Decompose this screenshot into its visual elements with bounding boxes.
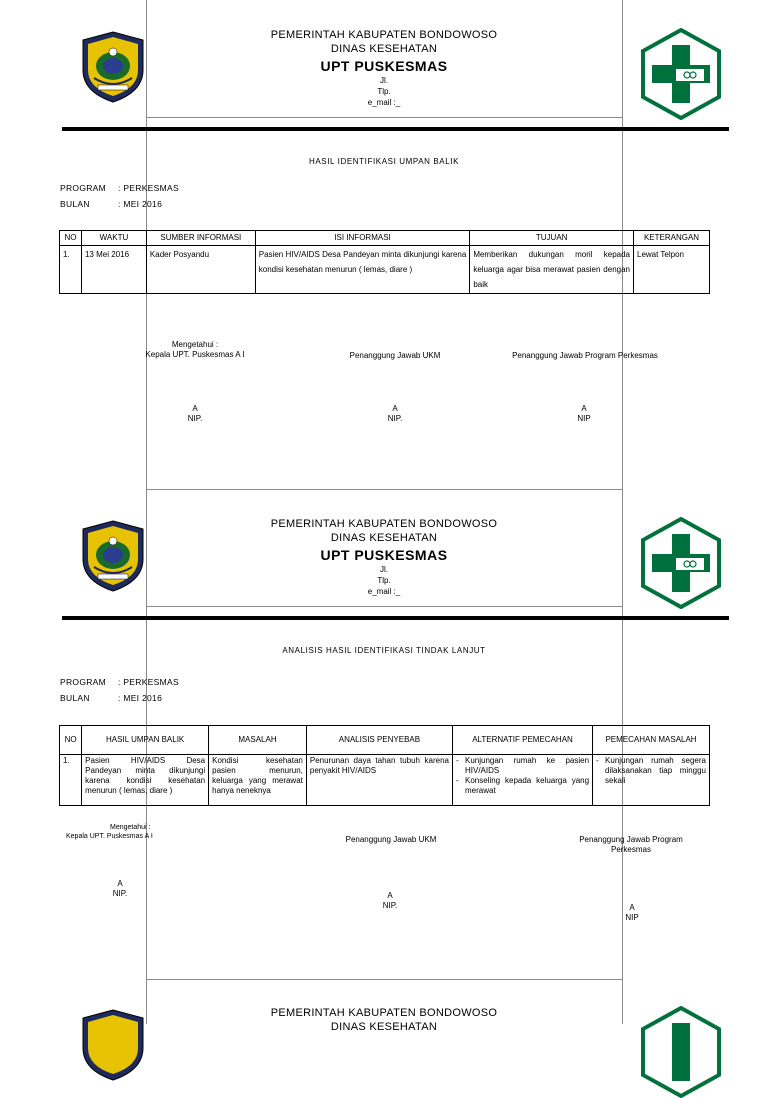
signature-kepala (60, 823, 180, 841)
nip-label: NIP. (382, 901, 398, 910)
kepala-label: Kepala UPT. Puskesmas A I (66, 833, 153, 840)
bulan-value: : MEI 2016 (118, 199, 163, 209)
frame-left-line (146, 0, 147, 1024)
col-waktu: WAKTU (81, 231, 146, 246)
mengetahui-label: Mengetahui : (110, 824, 151, 831)
name-placeholder: A (192, 404, 198, 413)
col-no: NO (60, 726, 82, 755)
nip-label: NIP. (387, 414, 403, 423)
nip-label: NIP (577, 414, 591, 423)
col-keterangan: KETERANGAN (634, 231, 710, 246)
puskesmas-logo-icon (640, 28, 722, 120)
letterhead-line2: DINAS KESEHATAN (330, 42, 438, 55)
section2-title: ANALISIS HASIL IDENTIFIKASI TINDAK LANJUT (282, 646, 486, 655)
signature-kepala (130, 340, 260, 360)
frame-right-line (622, 0, 623, 1024)
bondowoso-emblem-icon (80, 1008, 146, 1082)
col-masalah: MASALAH (209, 726, 307, 755)
cell-isi: Pasien HIV/AIDS Desa Pandeyan minta dikunjungi karena kondisi kesehatan menurun ( lemas, diare ) (255, 246, 470, 294)
cell-hasil: Pasien HIV/AIDS Desa Pandeyan minta dikunjungi karena kondisi kesehatan menurun ( lemas, diare ) (82, 755, 209, 806)
signature-ukm-name (375, 404, 415, 424)
letterhead-title: UPT PUSKESMAS (320, 57, 448, 74)
letterhead (146, 518, 622, 598)
frame-divider (146, 606, 623, 607)
letterhead (146, 29, 622, 109)
table-header-row (60, 726, 710, 755)
program-label: PROGRAM (60, 677, 107, 687)
cell-analisis: Penurunan daya tahan tubuh karena penyakit HIV/AIDS (306, 755, 452, 806)
cell-no: 1. (60, 246, 82, 294)
signature-kepala-name (100, 879, 140, 899)
analysis-table (59, 725, 710, 806)
col-pemecahan: PEMECAHAN MASALAH (593, 726, 710, 755)
kepala-label: Kepala UPT. Puskesmas A I (145, 350, 245, 359)
name-placeholder: A (629, 903, 635, 912)
signature-program-label (556, 835, 706, 855)
name-placeholder: A (392, 404, 398, 413)
signature-program-name (612, 903, 652, 923)
bondowoso-emblem-icon (80, 30, 146, 104)
mengetahui-label: Mengetahui : (171, 340, 219, 349)
cell-masalah: Kondisi kesehatan pasien menurun, keluarga yang merawat hanya neneknya (209, 755, 307, 806)
col-tujuan: TUJUAN (470, 231, 634, 246)
program-value: : PERKESMAS (118, 677, 179, 687)
col-no: NO (60, 231, 82, 246)
letterhead-title: UPT PUSKESMAS (320, 546, 448, 563)
letterhead-rule (62, 127, 729, 131)
cell-pemecahan (593, 755, 710, 806)
name-placeholder: A (117, 879, 123, 888)
name-placeholder: A (581, 404, 587, 413)
frame-divider (146, 117, 623, 118)
bulan-label: BULAN (60, 199, 90, 209)
bondowoso-emblem-icon (80, 519, 146, 593)
letterhead-line1: PEMERINTAH KABUPATEN BONDOWOSO (270, 29, 498, 41)
program-label: PROGRAM (60, 183, 107, 193)
letterhead-line2: DINAS KESEHATAN (330, 531, 438, 544)
letterhead-rule (62, 616, 729, 620)
col-analisis: ANALISIS PENYEBAB (306, 726, 452, 755)
col-isi: ISI INFORMASI (255, 231, 470, 246)
cell-keterangan: Lewat Telpon (634, 246, 710, 294)
nip-label: NIP. (187, 414, 203, 423)
program-label-line1: Penanggung Jawab Program (579, 835, 683, 844)
program-value: : PERKESMAS (118, 183, 179, 193)
puskesmas-logo-icon (640, 1006, 722, 1098)
letterhead-line1: PEMERINTAH KABUPATEN BONDOWOSO (270, 518, 498, 530)
letterhead-partial (146, 1007, 622, 1035)
table-header-row (60, 231, 710, 246)
section2-meta (60, 674, 179, 706)
bulan-label: BULAN (60, 693, 90, 703)
frame-divider (146, 979, 623, 980)
cell-tujuan: Memberikan dukungan moril kepada keluarga agar bisa merawat pasien dengan baik (470, 246, 634, 294)
feedback-table (59, 230, 710, 294)
col-hasil: HASIL UMPAN BALIK (82, 726, 209, 755)
nip-label: NIP (625, 913, 639, 922)
letterhead-email: e_mail :_ (367, 587, 401, 597)
table-row (60, 755, 710, 806)
pemecahan-item: - Kunjungan rumah segera dilaksanakan tiap minggu sekali (596, 756, 706, 786)
letterhead-address: Jl. (380, 76, 388, 85)
signature-ukm-label: Penanggung Jawab UKM (349, 351, 441, 360)
puskesmas-logo-icon (640, 517, 722, 609)
letterhead-address: Jl. (380, 565, 388, 574)
letterhead-phone: Tlp. (377, 576, 391, 586)
cell-sumber: Kader Posyandu (146, 246, 255, 294)
signature-program-label: Penanggung Jawab Program Perkesmas (512, 351, 658, 360)
alternatif-item: - Kunjungan rumah ke pasien HIV/AIDS (456, 756, 589, 776)
letterhead-email: e_mail :_ (367, 98, 401, 108)
col-alternatif: ALTERNATIF PEMECAHAN (452, 726, 592, 755)
col-sumber: SUMBER INFORMASI (146, 231, 255, 246)
cell-no: 1. (60, 755, 82, 806)
table-row (60, 246, 710, 294)
letterhead-line2: DINAS KESEHATAN (330, 1020, 438, 1033)
signature-ukm-name (370, 891, 410, 911)
name-placeholder: A (387, 891, 393, 900)
frame-divider (146, 489, 623, 490)
letterhead-line1: PEMERINTAH KABUPATEN BONDOWOSO (270, 1007, 498, 1019)
program-label-line2: Perkesmas (610, 845, 651, 854)
signature-ukm-label: Penanggung Jawab UKM (345, 835, 437, 844)
letterhead-phone: Tlp. (377, 87, 391, 97)
cell-waktu: 13 Mei 2016 (81, 246, 146, 294)
signature-kepala-name (175, 404, 215, 424)
cell-alternatif (452, 755, 592, 806)
bulan-value: : MEI 2016 (118, 693, 163, 703)
signature-program-name (564, 404, 604, 424)
alternatif-item: - Konseling kepada keluarga yang merawat (456, 776, 589, 796)
nip-label: NIP. (112, 889, 128, 898)
section1-meta (60, 180, 179, 212)
section1-title: HASIL IDENTIFIKASI UMPAN BALIK (308, 157, 460, 166)
